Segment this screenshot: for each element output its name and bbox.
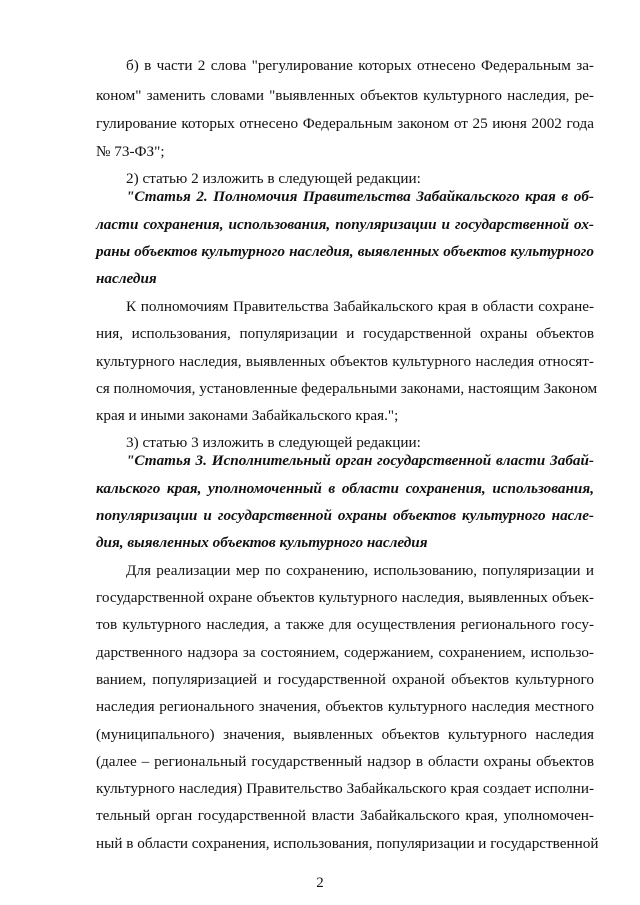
text-line: (далее – региональный государственный надзор в области охраны объектов xyxy=(96,753,594,770)
text-line: наследия регионального значения, объектов культурного наследия местного xyxy=(96,698,594,715)
text-line: № 73-ФЗ"; xyxy=(96,143,165,160)
text-line: ванием, популяризацией и государственной охраной объектов культурного xyxy=(96,671,594,688)
text-line: б) в части 2 слова "регулирование которых отнесено Федеральным за- xyxy=(126,57,594,74)
text-line: культурного наследия) Правительство Забайкальского края создает исполни- xyxy=(96,780,594,797)
text-line: коном" заменить словами "выявленных объектов культурного наследия, ре- xyxy=(96,87,594,104)
text-line: гулирование которых отнесено Федеральным законом от 25 июня 2002 года xyxy=(96,115,594,132)
text-line: (муниципального) значения, выявленных объектов культурного наследия xyxy=(96,726,594,743)
text-line: края и иными законами Забайкальского края."; xyxy=(96,407,399,424)
text-line: К полномочиям Правительства Забайкальского края в области сохране- xyxy=(126,298,594,315)
text-line: 2) статью 2 изложить в следующей редакции: xyxy=(126,170,421,187)
text-line: ный в области сохранения, использования, популяризации и государственной xyxy=(96,835,599,852)
text-line: культурного наследия, выявленных объектов культурного наследия относят- xyxy=(96,353,594,370)
text-line: ния, использования, популяризации и государственной охраны объектов xyxy=(96,325,594,342)
article-heading-line: популяризации и государственной охраны объектов культурного насле- xyxy=(96,507,594,524)
text-line: государственной охране объектов культурного наследия, выявленных объек- xyxy=(96,589,594,606)
text-line: ся полномочия, установленные федеральными законами, настоящим Законом xyxy=(96,380,598,397)
text-line: Для реализации мер по сохранению, использованию, популяризации и xyxy=(126,562,594,579)
article-heading-line: кальского края, уполномоченный в области сохранения, использования, xyxy=(96,480,594,497)
text-line: 3) статью 3 изложить в следующей редакции: xyxy=(126,434,421,451)
page-number: 2 xyxy=(316,875,324,891)
article-heading-line: дия, выявленных объектов культурного наследия xyxy=(96,534,428,551)
article-heading-line: раны объектов культурного наследия, выявленных объектов культурного xyxy=(96,243,594,260)
article-heading-line: "Статья 3. Исполнительный орган государственной власти Забай- xyxy=(126,452,594,469)
text-line: тельный орган государственной власти Забайкальского края, уполномочен- xyxy=(96,807,594,824)
article-heading-line: ласти сохранения, использования, популяризации и государственной ох- xyxy=(96,216,594,233)
article-heading-line: наследия xyxy=(96,270,157,287)
text-line: тов культурного наследия, а также для осуществления регионального госу- xyxy=(96,616,594,633)
article-heading-line: "Статья 2. Полномочия Правительства Забайкальского края в об- xyxy=(126,188,594,205)
text-line: дарственного надзора за состоянием, содержанием, сохранением, использо- xyxy=(96,644,594,661)
